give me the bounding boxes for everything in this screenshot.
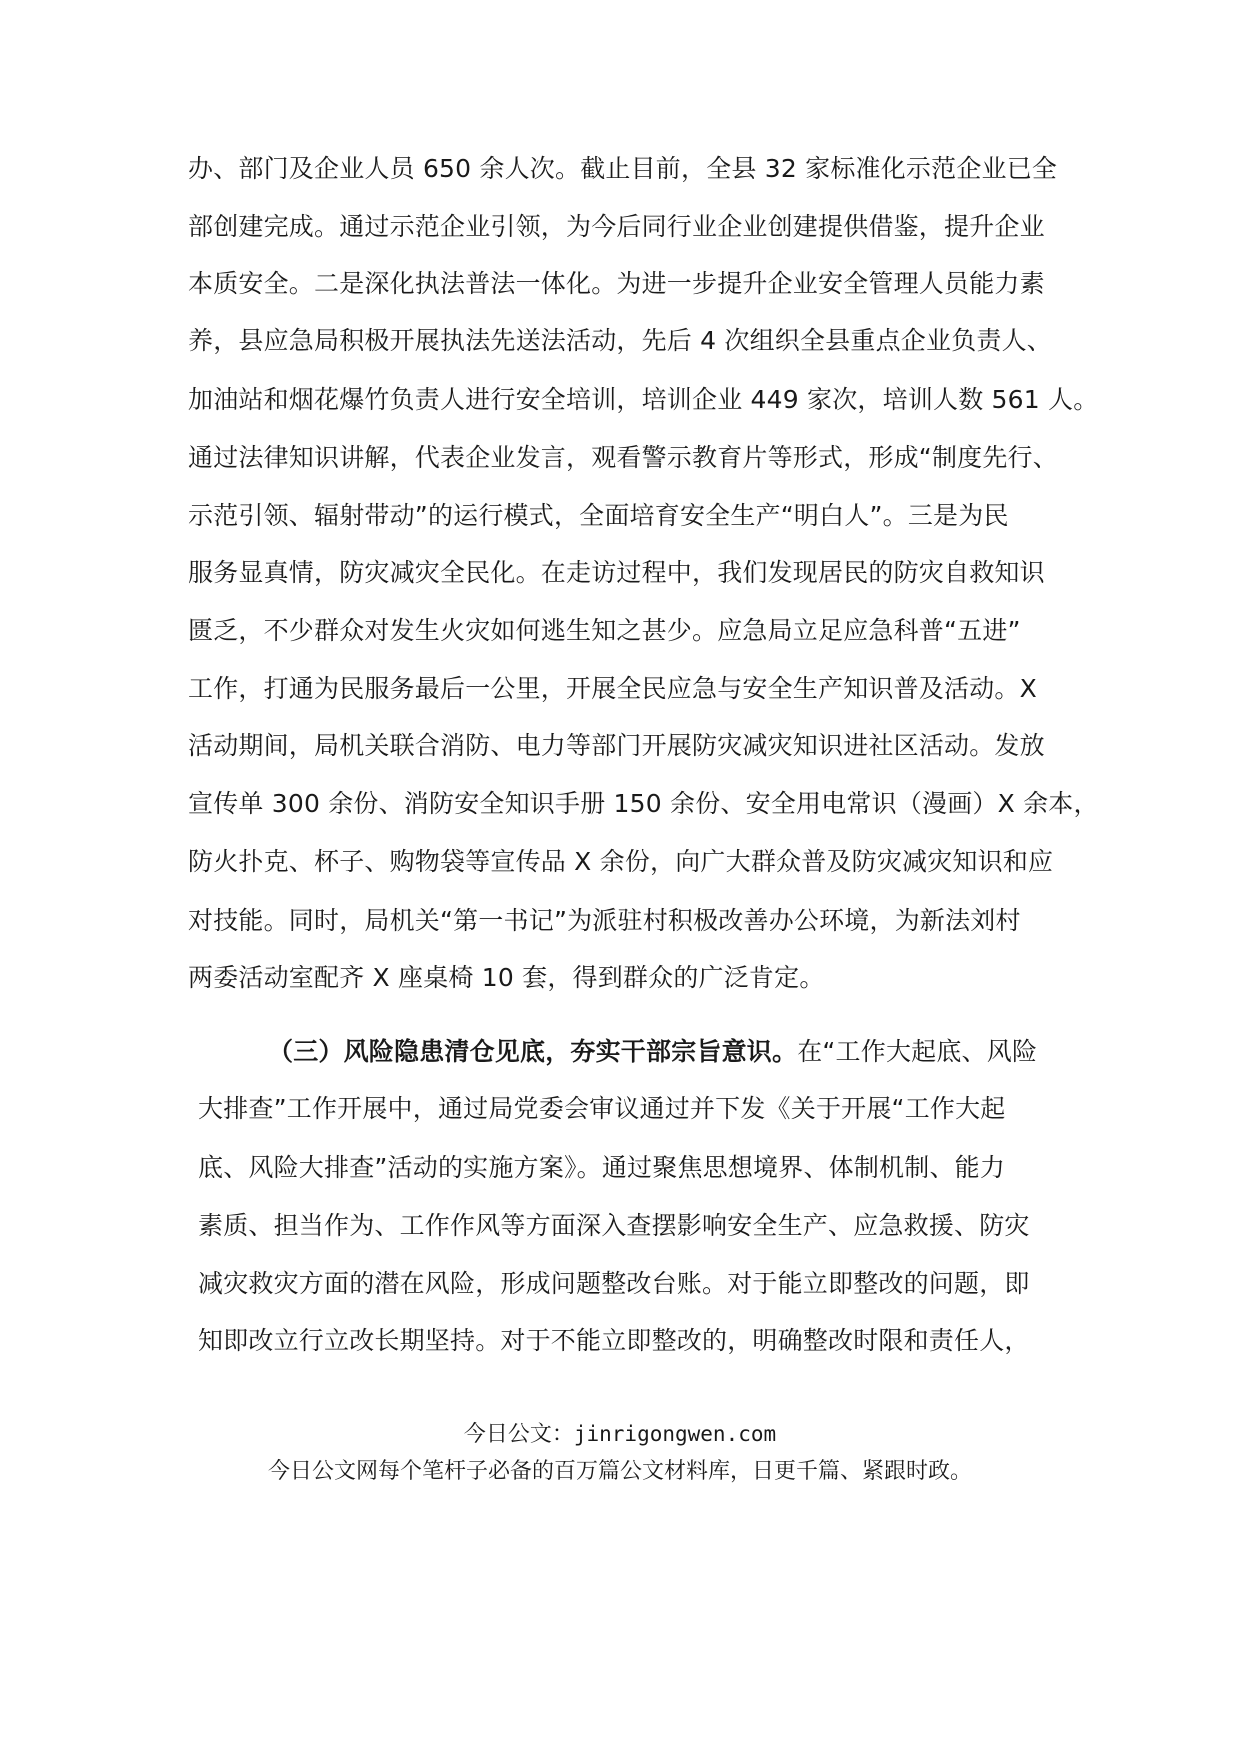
text-line: 知即改立行立改长期坚持。对于不能立即整改的，明确整改时限和责任人， [198, 1326, 1030, 1355]
text-line: 工作，打通为民服务最后一公里，开展全民应急与安全生产知识普及活动。X [188, 674, 1037, 703]
text-line: 养，县应急局积极开展执法先送法活动，先后 4 次组织全县重点企业负责人、 [188, 326, 1053, 355]
text-line: 大排查”工作开展中，通过局党委会审议通过并下发《关于开展“工作大起 [198, 1094, 1006, 1123]
footer-slogan: 今日公文网每个笔杆子必备的百万篇公文材料库，日更千篇、紧跟时政。 [267, 1459, 972, 1484]
text-line: 办、部门及企业人员 650 余人次。截止目前，全县 32 家标准化示范企业已全 [188, 154, 1058, 183]
heading-continuation: 在“工作大起底、风险 [797, 1037, 1038, 1066]
text-line: 部创建完成。通过示范企业引领，为今后同行业企业创建提供借鉴，提升企业 [188, 212, 1045, 241]
text-line: 防火扑克、杯子、购物袋等宣传品 X 余份，向广大群众普及防灾减灾知识和应 [188, 847, 1054, 876]
text-line: 对技能。同时，局机关“第一书记”为派驻村积极改善办公环境，为新法刘村 [188, 906, 1021, 935]
text-line: 示范引领、辐射带动”的运行模式，全面培育安全生产“明白人”。三是为民 [188, 501, 1009, 530]
text-line: 通过法律知识讲解，代表企业发言，观看警示教育片等形式，形成“制度先行、 [188, 443, 1058, 472]
text-line: 底、风险大排查”活动的实施方案》。通过聚焦思想境界、体制机制、能力 [198, 1153, 1006, 1182]
text-line: 加油站和烟花爆竹负责人进行安全培训，培训企业 449 家次，培训人数 561 人。 [188, 385, 1099, 414]
text-line: 两委活动室配齐 X 座桌椅 10 套，得到群众的广泛肯定。 [188, 963, 825, 992]
text-line [268, 1036, 1037, 1068]
section-heading: （三）风险隐患清仓见底，夯实干部宗旨意识。 [268, 1037, 798, 1066]
footer-site-label: 今日公文： [463, 1422, 574, 1447]
text-line: 宣传单 300 余份、消防安全知识手册 150 余份、安全用电常识（漫画）X 余本， [188, 789, 1099, 818]
text-line: 减灾救灾方面的潜在风险，形成问题整改台账。对于能立即整改的问题，即 [198, 1269, 1030, 1298]
text-line: 服务显真情，防灾减灾全民化。在走访过程中，我们发现居民的防灾自救知识 [188, 558, 1045, 587]
text-line: 匮乏，不少群众对发生火灾如何逃生知之甚少。应急局立足应急科普“五进” [188, 616, 1021, 645]
text-line: 本质安全。二是深化执法普法一体化。为进一步提升企业安全管理人员能力素 [188, 269, 1045, 298]
footer-site [0, 1420, 1240, 1449]
text-line: 素质、担当作为、工作作风等方面深入查摆影响安全生产、应急救援、防灾 [198, 1211, 1030, 1240]
text-line: 活动期间，局机关联合消防、电力等部门开展防灾减灾知识进社区活动。发放 [188, 731, 1045, 760]
footer-site-link[interactable]: jinrigongwen.com [573, 1422, 777, 1446]
